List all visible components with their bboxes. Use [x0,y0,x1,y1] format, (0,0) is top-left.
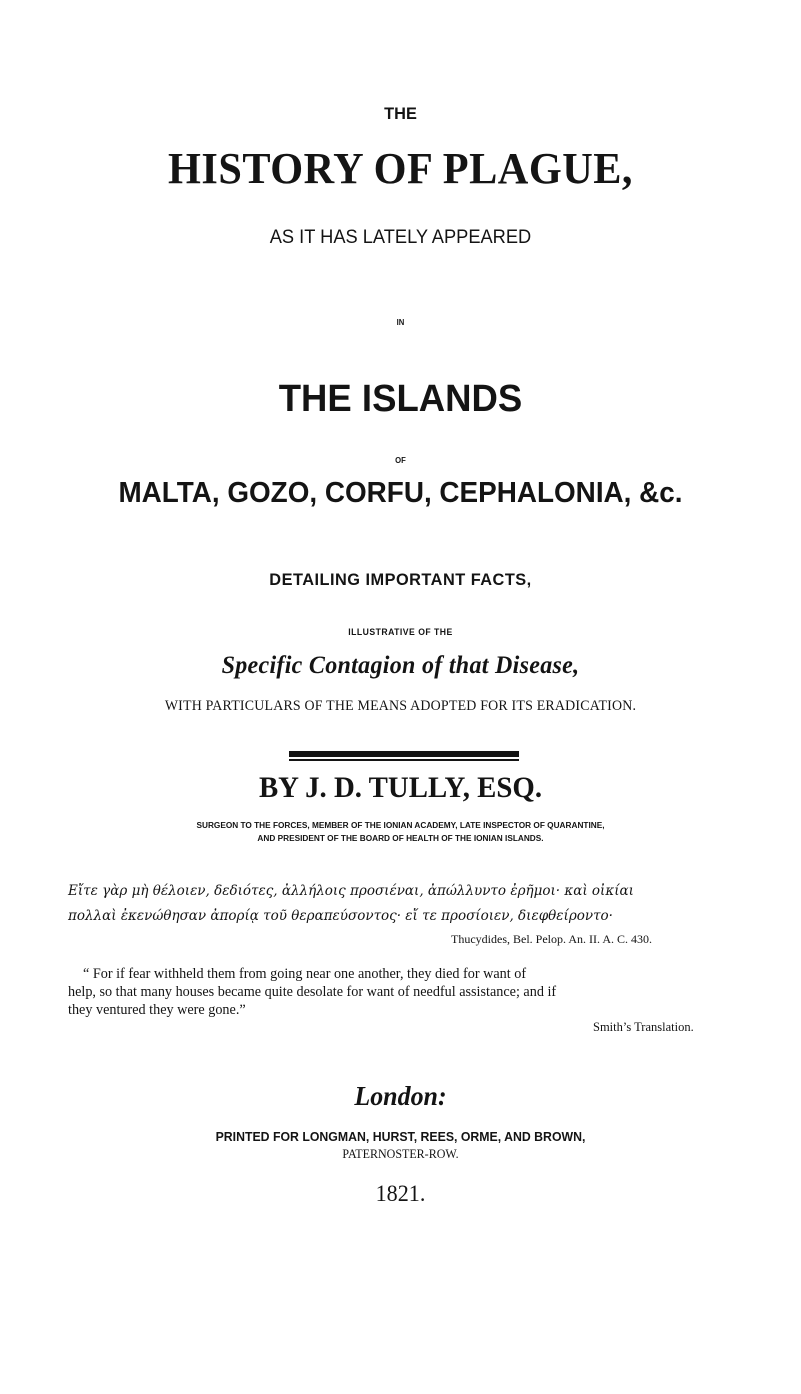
imprint-city: London: [354,1081,447,1111]
double-rule-thick [289,751,519,757]
greek-quote-line-2: πολλαὶ ἐκενώθησαν ἀπορίᾳ τοῦ θεραπεύσοντος· εἴ τε προσίοιεν, διεφθείροντο· [68,908,613,924]
main-title: HISTORY OF PLAGUE, [168,144,633,193]
credentials-line-2: AND PRESIDENT OF THE BOARD OF HEALTH OF THE IONIAN ISLANDS. [257,833,544,843]
double-rule-thin [289,759,519,761]
translation-line-1: “ For if fear withheld them from going near one another, they died for want of [83,966,527,982]
imprint-address: PATERNOSTER-ROW. [342,1147,459,1161]
subtitle-the-islands: THE ISLANDS [278,378,523,420]
of-label: OF [395,456,406,465]
particulars-line: WITH PARTICULARS OF THE MEANS ADOPTED FOR ITS ERADICATION. [164,698,637,714]
translation-line-2: help, so that many houses became quite desolate for want of needful assistance; and if [68,984,557,1000]
the-label: THE [384,104,417,123]
greek-quote-line-1: Εἴτε γὰρ μὴ θέλοιεν, δεδιότες, ἀλλήλοις προσιέναι, ἀπώλλυντο ἐρῆμοι· καὶ οἰκίαι [68,883,634,899]
credentials-line-1: SURGEON TO THE FORCES, MEMBER OF THE IONIAN ACADEMY, LATE INSPECTOR OF QUARANTINE, [196,820,605,830]
places-line: MALTA, GOZO, CORFU, CEPHALONIA, &c. [118,477,683,509]
imprint-year: 1821. [375,1181,426,1206]
detailing-line: DETAILING IMPORTANT FACTS, [269,570,532,589]
translation-line-3: they ventured they were gone.” [68,1002,246,1018]
imprint-publisher: PRINTED FOR LONGMAN, HURST, REES, ORME, AND BROWN, [215,1129,586,1144]
translation-source: Smith’s Translation. [593,1020,694,1034]
illustrative-line: ILLUSTRATIVE OF THE [348,627,453,637]
in-label: IN [396,318,405,327]
author-line: BY J. D. TULLY, ESQ. [258,771,543,804]
subtitle-lately-appeared: AS IT HAS LATELY APPEARED [269,227,532,248]
blackletter-line: Specific Contagion of that Disease, [221,652,580,679]
greek-quote-source: Thucydides, Bel. Pelop. An. II. A. C. 430. [451,932,652,946]
